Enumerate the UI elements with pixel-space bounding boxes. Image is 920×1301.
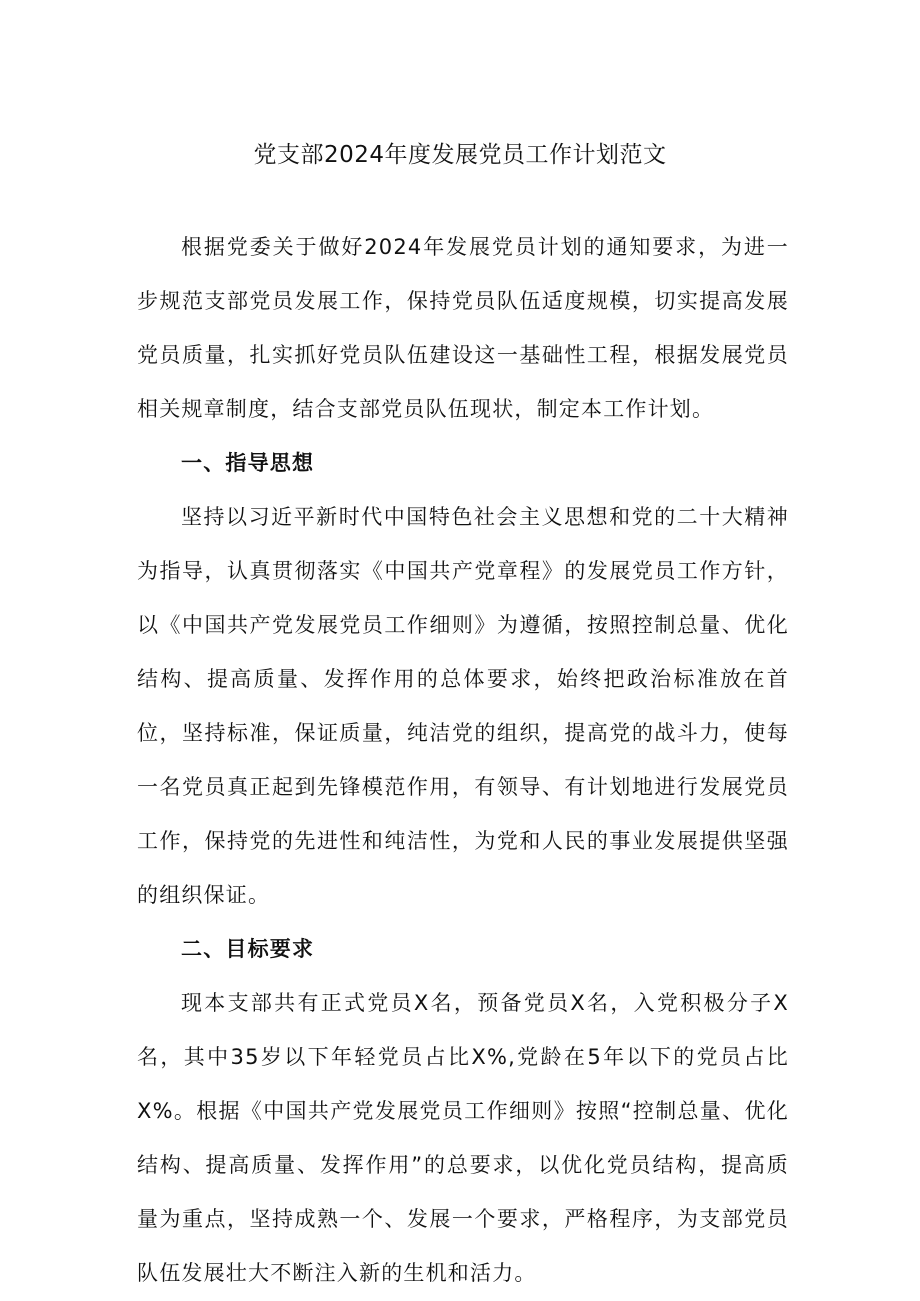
section-paragraph-guiding-thought: 坚持以习近平新时代中国特色社会主义思想和党的二十大精神为指导，认真贯彻落实《中国共产党章程》的发展党员工作方针，以《中国共产党发展党员工作细则》为遵循，按照控制总量、优化结构、提高质量、发挥作用的总体要求，始终把政治标准放在首位，坚持标准，保证质量，纯洁党的组织，提高党的战斗力，使每一名党员真正起到先锋模范作用，有领导、有计划地进行发展党员工作，保持党的先进性和纯洁性，为党和人民的事业发展提供坚强的组织保证。 <box>137 505 789 907</box>
document-body <box>137 220 789 1300</box>
section-heading-goals: 二、目标要求 <box>181 937 315 961</box>
section-heading-guiding-thought: 一、指导思想 <box>181 451 315 475</box>
section-paragraph-goals: 现本支部共有正式党员X名，预备党员X名，入党积极分子X名，其中35岁以下年轻党员占比X%,党龄在5年以下的党员占比X%。根据《中国共产党发展党员工作细则》按照“控制总量、优化结构、提高质量、发挥作用”的总要求，以优化党员结构，提高质量为重点，坚持成熟一个、发展一个要求，严格程序，为支部党员队伍发展壮大不断注入新的生机和活力。 <box>137 991 789 1285</box>
intro-paragraph: 根据党委关于做好2024年发展党员计划的通知要求，为进一步规范支部党员发展工作，保持党员队伍适度规模，切实提高发展党员质量，扎实抓好党员队伍建设这一基础性工程，根据发展党员相关规章制度，结合支部党员队伍现状，制定本工作计划。 <box>137 235 789 421</box>
document-title: 党支部2024年度发展党员工作计划范文 <box>253 142 667 168</box>
